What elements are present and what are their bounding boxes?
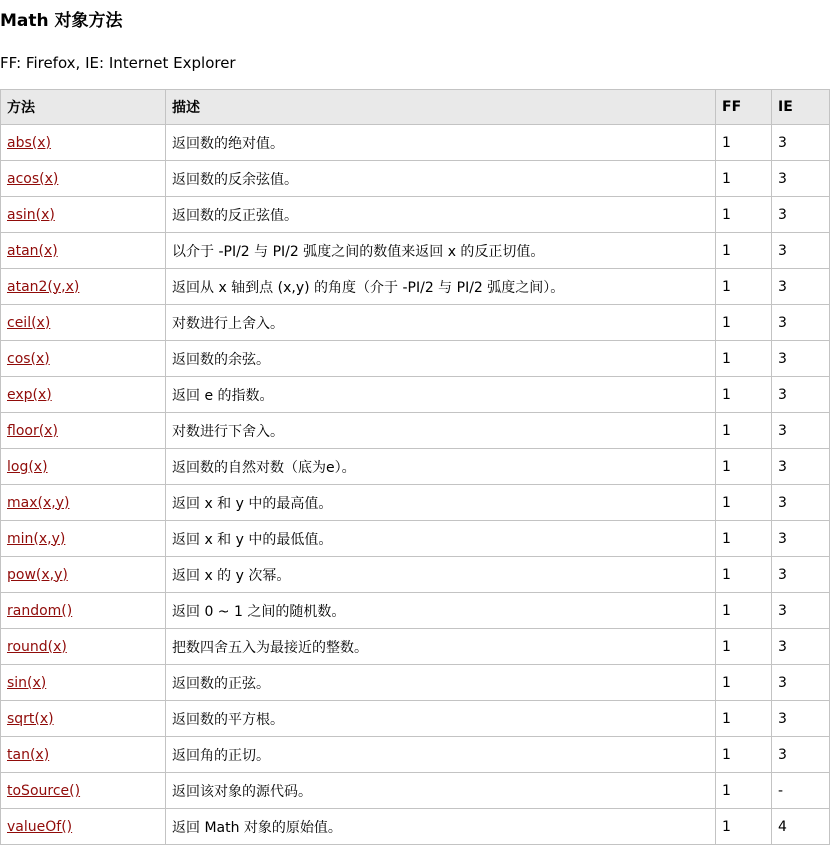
- table-row: [1, 593, 830, 629]
- method-cell: [1, 125, 166, 161]
- ff-version-cell: 1: [716, 305, 772, 341]
- ie-version-cell: 3: [772, 341, 830, 377]
- ff-version-cell: 1: [716, 269, 772, 305]
- description-cell: 返回数的自然对数（底为e）。: [166, 449, 716, 485]
- method-cell: [1, 557, 166, 593]
- method-cell: [1, 269, 166, 305]
- ie-version-cell: 3: [772, 413, 830, 449]
- method-link[interactable]: exp(x): [7, 386, 52, 403]
- table-row: [1, 557, 830, 593]
- ie-version-cell: 3: [772, 557, 830, 593]
- table-row: [1, 485, 830, 521]
- ff-version-cell: 1: [716, 377, 772, 413]
- browser-legend: FF: Firefox, IE: Internet Explorer: [0, 54, 236, 72]
- ie-version-cell: 3: [772, 485, 830, 521]
- method-link[interactable]: sin(x): [7, 674, 47, 691]
- description-cell: 返回数的正弦。: [166, 665, 716, 701]
- method-link[interactable]: tan(x): [7, 746, 50, 763]
- description-cell: 返回数的平方根。: [166, 701, 716, 737]
- ie-version-cell: 3: [772, 449, 830, 485]
- method-link[interactable]: log(x): [7, 458, 48, 475]
- description-cell: 返回该对象的源代码。: [166, 773, 716, 809]
- ie-version-cell: 4: [772, 809, 830, 845]
- method-cell: [1, 413, 166, 449]
- ff-version-cell: 1: [716, 773, 772, 809]
- method-link[interactable]: round(x): [7, 638, 67, 655]
- description-cell: 返回 x 和 y 中的最低值。: [166, 521, 716, 557]
- method-link[interactable]: asin(x): [7, 206, 55, 223]
- table-row: [1, 449, 830, 485]
- description-cell: 返回数的反余弦值。: [166, 161, 716, 197]
- ff-version-cell: 1: [716, 485, 772, 521]
- method-cell: [1, 377, 166, 413]
- description-cell: 返回 x 和 y 中的最高值。: [166, 485, 716, 521]
- method-link[interactable]: atan2(y,x): [7, 278, 80, 295]
- method-cell: [1, 773, 166, 809]
- table-row: [1, 341, 830, 377]
- description-cell: 返回数的反正弦值。: [166, 197, 716, 233]
- ie-version-cell: 3: [772, 125, 830, 161]
- ff-version-cell: 1: [716, 809, 772, 845]
- ff-version-cell: 1: [716, 701, 772, 737]
- ff-version-cell: 1: [716, 197, 772, 233]
- description-cell: 以介于 -PI/2 与 PI/2 弧度之间的数值来返回 x 的反正切值。: [166, 233, 716, 269]
- method-cell: [1, 233, 166, 269]
- table-row: [1, 629, 830, 665]
- description-cell: 返回数的绝对值。: [166, 125, 716, 161]
- header-ie: IE: [772, 90, 830, 125]
- table-row: [1, 161, 830, 197]
- method-link[interactable]: atan(x): [7, 242, 58, 259]
- ff-version-cell: 1: [716, 125, 772, 161]
- ie-version-cell: 3: [772, 593, 830, 629]
- ie-version-cell: 3: [772, 161, 830, 197]
- ie-version-cell: 3: [772, 629, 830, 665]
- method-link[interactable]: acos(x): [7, 170, 59, 187]
- table-row: [1, 125, 830, 161]
- table-row: [1, 233, 830, 269]
- table-header-row: [1, 90, 830, 125]
- method-cell: [1, 197, 166, 233]
- table-row: [1, 413, 830, 449]
- table-row: [1, 269, 830, 305]
- method-link[interactable]: sqrt(x): [7, 710, 54, 727]
- ie-version-cell: 3: [772, 737, 830, 773]
- table-row: [1, 737, 830, 773]
- description-cell: 把数四舍五入为最接近的整数。: [166, 629, 716, 665]
- ff-version-cell: 1: [716, 413, 772, 449]
- ff-version-cell: 1: [716, 629, 772, 665]
- method-cell: [1, 341, 166, 377]
- math-methods-table: [0, 89, 830, 845]
- ie-version-cell: 3: [772, 233, 830, 269]
- page-title: Math 对象方法: [0, 11, 123, 31]
- ff-version-cell: 1: [716, 449, 772, 485]
- ie-version-cell: 3: [772, 197, 830, 233]
- ff-version-cell: 1: [716, 341, 772, 377]
- table-row: [1, 521, 830, 557]
- table-row: [1, 197, 830, 233]
- description-cell: 返回数的余弦。: [166, 341, 716, 377]
- method-link[interactable]: random(): [7, 602, 73, 619]
- method-cell: [1, 449, 166, 485]
- ff-version-cell: 1: [716, 521, 772, 557]
- method-link[interactable]: valueOf(): [7, 818, 73, 835]
- table-row: [1, 665, 830, 701]
- ie-version-cell: 3: [772, 521, 830, 557]
- ff-version-cell: 1: [716, 737, 772, 773]
- method-cell: [1, 161, 166, 197]
- method-cell: [1, 593, 166, 629]
- description-cell: 返回 e 的指数。: [166, 377, 716, 413]
- method-cell: [1, 665, 166, 701]
- table-row: [1, 701, 830, 737]
- method-link[interactable]: toSource(): [7, 782, 81, 799]
- method-link[interactable]: cos(x): [7, 350, 50, 367]
- method-cell: [1, 485, 166, 521]
- ie-version-cell: -: [772, 773, 830, 809]
- method-cell: [1, 629, 166, 665]
- method-link[interactable]: abs(x): [7, 134, 51, 151]
- ie-version-cell: 3: [772, 665, 830, 701]
- method-cell: [1, 737, 166, 773]
- method-link[interactable]: max(x,y): [7, 494, 70, 511]
- table-row: [1, 773, 830, 809]
- description-cell: 对数进行下舍入。: [166, 413, 716, 449]
- description-cell: 返回 x 的 y 次幂。: [166, 557, 716, 593]
- method-cell: [1, 701, 166, 737]
- ie-version-cell: 3: [772, 269, 830, 305]
- header-ff: FF: [716, 90, 772, 125]
- table-row: [1, 377, 830, 413]
- method-cell: [1, 305, 166, 341]
- ff-version-cell: 1: [716, 233, 772, 269]
- ie-version-cell: 3: [772, 305, 830, 341]
- ie-version-cell: 3: [772, 377, 830, 413]
- header-method: 方法: [1, 90, 166, 125]
- method-cell: [1, 809, 166, 845]
- method-link[interactable]: min(x,y): [7, 530, 66, 547]
- ff-version-cell: 1: [716, 161, 772, 197]
- method-link[interactable]: ceil(x): [7, 314, 51, 331]
- table-row: [1, 809, 830, 845]
- description-cell: 返回 0 ~ 1 之间的随机数。: [166, 593, 716, 629]
- table-row: [1, 305, 830, 341]
- method-cell: [1, 521, 166, 557]
- description-cell: 返回 Math 对象的原始值。: [166, 809, 716, 845]
- ff-version-cell: 1: [716, 593, 772, 629]
- method-link[interactable]: floor(x): [7, 422, 58, 439]
- ff-version-cell: 1: [716, 665, 772, 701]
- ie-version-cell: 3: [772, 701, 830, 737]
- method-link[interactable]: pow(x,y): [7, 566, 68, 583]
- description-cell: 返回角的正切。: [166, 737, 716, 773]
- description-cell: 返回从 x 轴到点 (x,y) 的角度（介于 -PI/2 与 PI/2 弧度之间）。: [166, 269, 716, 305]
- description-cell: 对数进行上舍入。: [166, 305, 716, 341]
- ff-version-cell: 1: [716, 557, 772, 593]
- header-description: 描述: [166, 90, 716, 125]
